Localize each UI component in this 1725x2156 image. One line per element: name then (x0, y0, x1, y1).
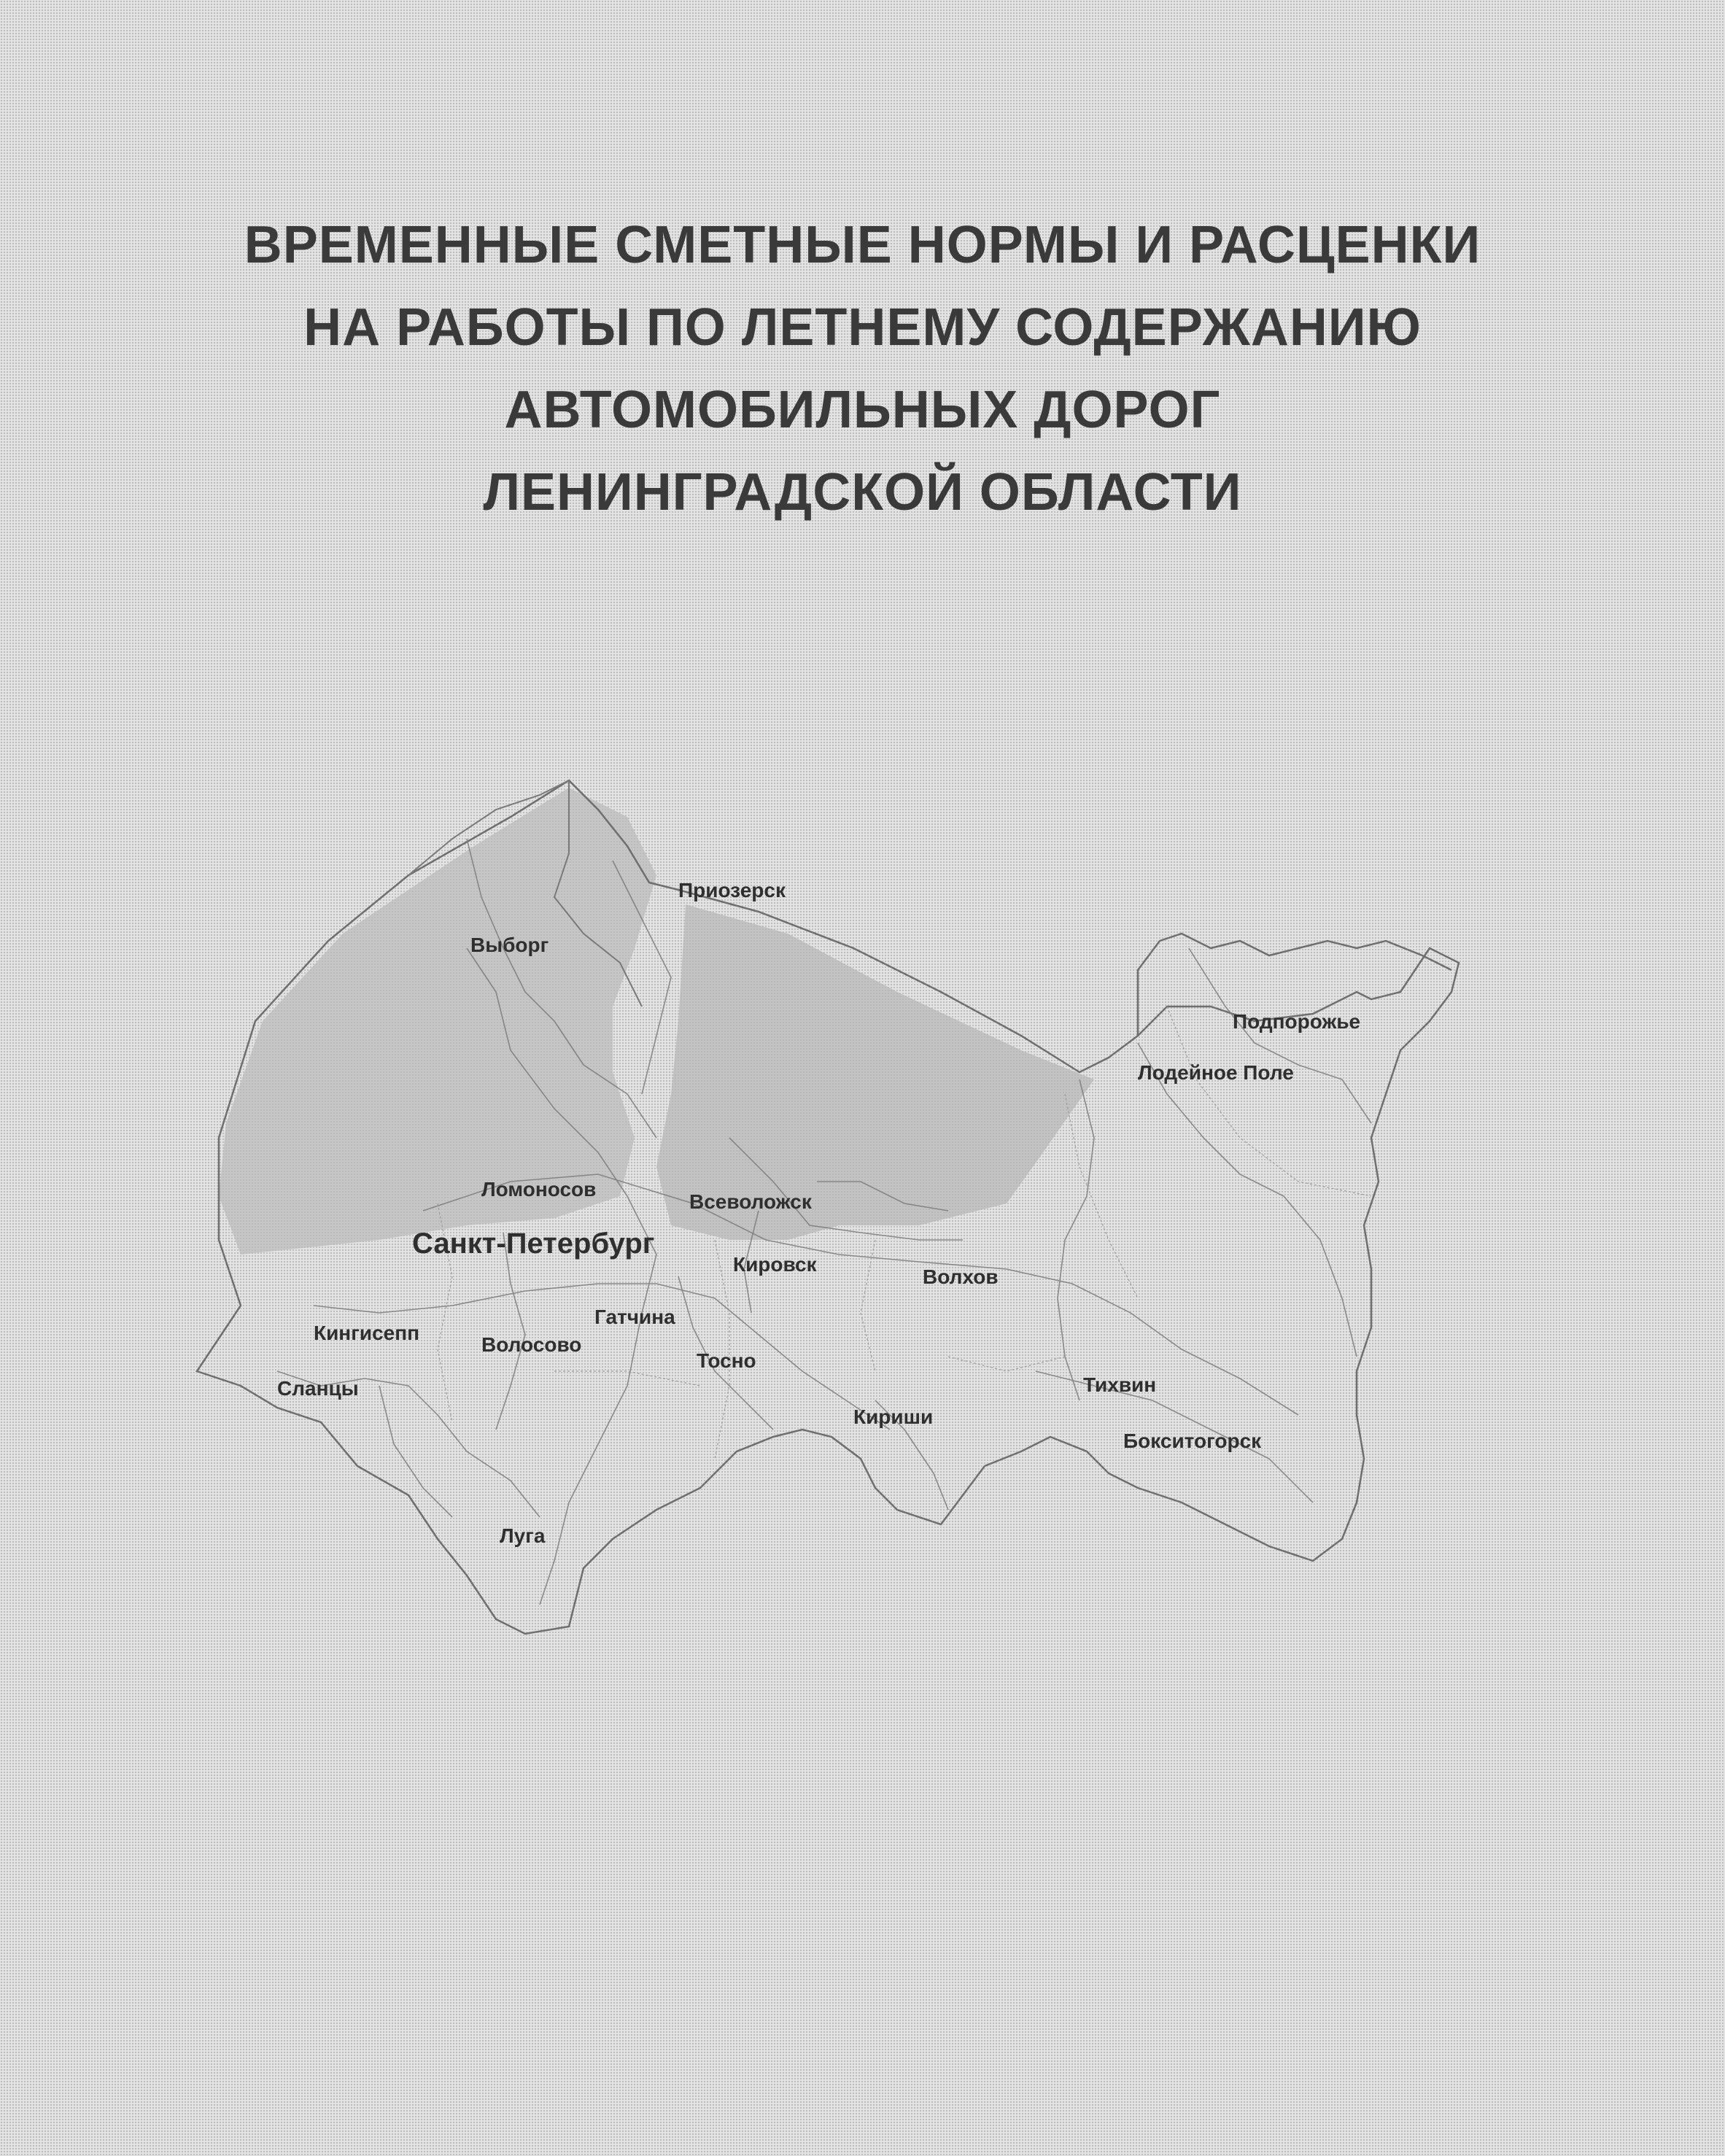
city-label-lodeynoe-pole: Лодейное Поле (1138, 1061, 1294, 1084)
city-label-tosno: Тосно (697, 1349, 756, 1372)
city-label-podporozhye: Подпорожье (1233, 1010, 1361, 1033)
city-label-gatchina: Гатчина (594, 1306, 675, 1328)
city-label-kirishi: Кириши (853, 1405, 934, 1428)
city-label-tikhvin: Тихвин (1083, 1373, 1157, 1396)
city-label-lomonosov: Ломоносов (481, 1178, 597, 1201)
city-label-boksitogorsk: Бокситогорск (1123, 1430, 1262, 1452)
city-label-kirovsk: Кировск (733, 1253, 817, 1276)
city-label-vyborg: Выборг (470, 934, 549, 956)
city-label-vsevolozhsk: Всеволожск (689, 1190, 812, 1213)
title-line-4: ЛЕНИНГРАДСКОЙ ОБЛАСТИ (483, 463, 1242, 521)
city-label-volosovo: Волосово (481, 1333, 582, 1356)
title-line-2: НА РАБОТЫ ПО ЛЕТНЕМУ СОДЕРЖАНИЮ (303, 298, 1422, 357)
city-label-volkhov: Волхов (923, 1265, 999, 1288)
city-label-slantsy: Сланцы (277, 1377, 359, 1400)
city-label-saint-petersburg: Санкт-Петербург (412, 1228, 655, 1260)
title-line-1: ВРЕМЕННЫЕ СМЕТНЫЕ НОРМЫ И РАСЦЕНКИ (244, 216, 1481, 274)
city-label-luga: Луга (500, 1524, 546, 1547)
city-label-priozersk: Приозерск (678, 879, 786, 901)
city-label-kingisepp: Кингисепп (314, 1322, 420, 1344)
title-line-3: АВТОМОБИЛЬНЫХ ДОРОГ (504, 381, 1221, 439)
lake-ladoga-water (656, 904, 1094, 1240)
